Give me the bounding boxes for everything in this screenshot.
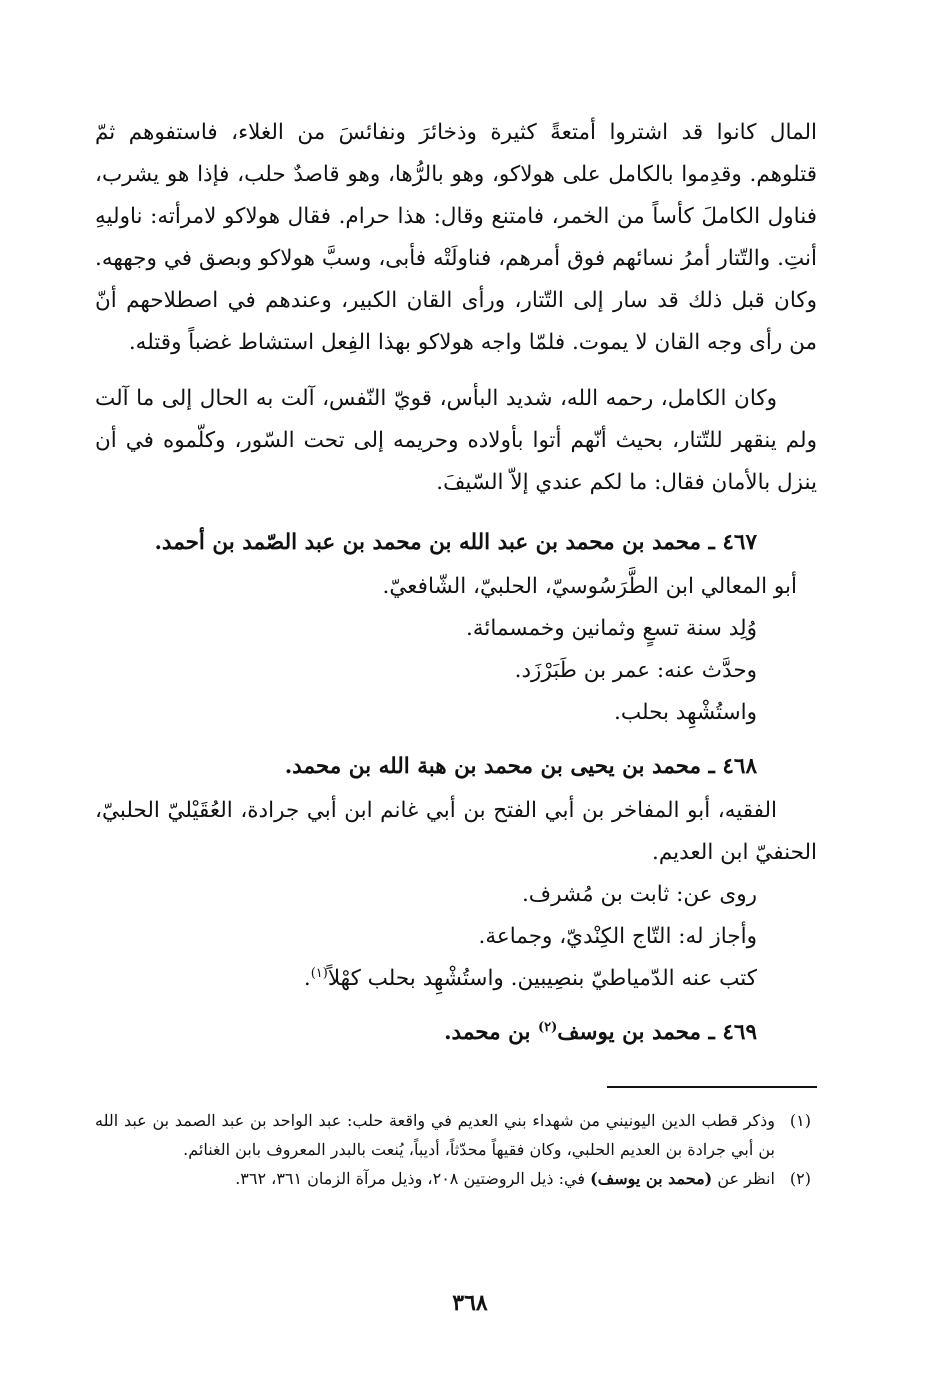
- footnote-text-part: في: ذيل الروضتين ٢٠٨، وذيل مرآة الزمان ٣٦١، ٣٦٢.: [235, 1169, 591, 1188]
- footnote-ref-1[interactable]: (١): [310, 965, 328, 981]
- entry-468-line: روى عن: ثابت بن مُشرف.: [521, 882, 757, 907]
- entry-468-line: [95, 958, 817, 1000]
- footnote-2: [95, 1164, 817, 1193]
- entry-468-line-end: .: [303, 966, 311, 991]
- footnote-bold-ref: (محمد بن يوسف): [590, 1169, 713, 1188]
- footnote-ref-2[interactable]: (٢): [537, 1019, 558, 1035]
- entry-468: [95, 744, 817, 1000]
- page-number: ٣٦٨: [452, 1290, 488, 1316]
- paragraph-al-kamil: وكان الكامل، رحمه الله، شديد البأس، قويّ النّفس، آلت به الحال إلى ما آلت ولم ينقهر للتّتار، بحيث أنّهم أتوا بأولاده وحريمه إلى تحت السّور، وكلّموه في أن ينزل بالأمان فقال: ما لكم عندي إلاّ السّيفَ.: [95, 386, 817, 495]
- entry-467-line: وُلِد سنة تسعٍ وثمانين وخمسمائة.: [466, 616, 757, 641]
- entry-467: [95, 520, 817, 734]
- entry-467-line: واستُشْهِد بحلب.: [614, 700, 757, 725]
- page-body: [95, 112, 817, 1342]
- entry-467-line: وحدَّث عنه: عمر بن طَبَرْزَد.: [514, 658, 757, 683]
- entry-469-heading-text: ٤٦٩ ـ محمد بن يوسف: [557, 1020, 757, 1045]
- footnote-number: (١): [789, 1111, 811, 1130]
- footnote-text: وذكر قطب الدين اليونيني من شهداء بني العديم في واقعة حلب: عبد الواحد بن عبد الصمد بن عبد الله بن أبي جرادة بن العديم الحلبي، وكان فقيهاً محدّثاً، أديباً، يُنعت بالبدر المعروف بابن الغنائم.: [95, 1111, 775, 1159]
- entry-468-line-text: كتب عنه الدّمياطيّ بنصِيبين. واستُشْهِد بحلب كهْلاً: [327, 966, 757, 991]
- footnote-text: [95, 1164, 775, 1193]
- entry-468-heading: ٤٦٨ ـ محمد بن يحيى بن محمد بن هبة الله بن محمد.: [284, 754, 757, 779]
- entry-469-heading: [95, 1010, 817, 1056]
- footnotes: [95, 1106, 817, 1193]
- entry-467-heading: ٤٦٧ ـ محمد بن محمد بن عبد الله بن محمد بن عبد الصّمد بن أحمد.: [154, 530, 757, 555]
- footnote-divider: [607, 1086, 817, 1088]
- entry-468-line: وأجاز له: التّاج الكِنْديّ، وجماعة.: [478, 924, 757, 949]
- entry-468-line: الفقيه، أبو المفاخر بن أبي الفتح بن أبي غانم ابن أبي جرادة، العُقَيْليّ الحلبيّ، الحنفيّ ابن العديم.: [95, 798, 817, 865]
- paragraph-continuation: المال كانوا قد اشتروا أمتعةً كثيرة وذخائرَ ونفائسَ من الغلاء، فاستفوهم ثمّ قتلوهم. وقدِموا بالكامل على هولاكو، وهو بالرُّها، وهو قاصدٌ حلب، فإذا هو يشرب، فناول الكاملَ كأساً من الخمر، فامتنع وقال: هذا حرام. فقال هولاكو لامرأته: ناوليهِ أنتِ. والتّتار أمرُ نسائهم فوق أمرهم، فناولَتْه فأبى، وسبَّ هولاكو وبصق في وجههه. وكان قبل ذلك قد سار إلى التّتار، ورأى القان الكبير، وعندهم في اصطلاحهم أنّ من رأى وجه القان لا يموت. فلمّا واجه هولاكو بهذا الفِعل استشاط غضباً وقتله.: [95, 120, 817, 355]
- footnote-number: (٢): [789, 1169, 811, 1188]
- entry-469: [95, 1010, 817, 1056]
- footnote-1: [95, 1106, 817, 1164]
- entry-467-line: أبو المعالي ابن الطَّرَسُوسيّ، الحلبيّ، الشّافعيّ.: [382, 574, 797, 599]
- entry-469-heading-end: بن محمد.: [444, 1020, 538, 1045]
- footnote-text-part: انظر عن: [712, 1169, 775, 1188]
